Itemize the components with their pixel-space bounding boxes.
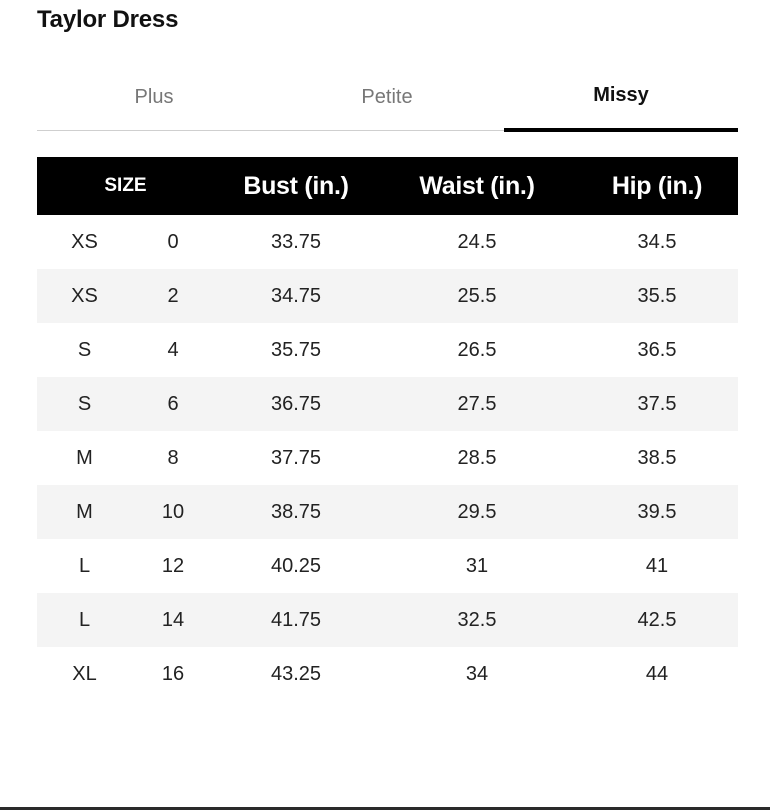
table-row bbox=[37, 593, 738, 647]
cell-letter: S bbox=[77, 338, 92, 361]
cell-num: 0 bbox=[167, 230, 179, 253]
cell-bust: 43.25 bbox=[270, 662, 322, 685]
header-hip: Hip (in.) bbox=[611, 171, 703, 200]
cell-hip: 35.5 bbox=[637, 284, 677, 307]
tab-missy-label: Missy bbox=[593, 84, 649, 106]
cell-bust: 34.75 bbox=[270, 284, 322, 307]
cell-num: 8 bbox=[167, 446, 179, 469]
cell-waist: 29.5 bbox=[457, 500, 497, 523]
cell-letter: L bbox=[78, 608, 91, 631]
cell-num: 4 bbox=[167, 338, 179, 361]
cell-waist: 24.5 bbox=[457, 230, 497, 253]
tab-missy[interactable] bbox=[504, 70, 738, 132]
cell-letter: M bbox=[76, 500, 93, 523]
cell-num: 16 bbox=[161, 662, 185, 685]
header-bust: Bust (in.) bbox=[243, 171, 349, 200]
cell-bust: 38.75 bbox=[270, 500, 322, 523]
cell-bust: 33.75 bbox=[270, 230, 322, 253]
size-table bbox=[37, 157, 738, 701]
cell-hip: 41 bbox=[645, 554, 669, 577]
cell-letter: XS bbox=[71, 284, 98, 307]
cell-waist: 26.5 bbox=[457, 338, 497, 361]
cell-waist: 28.5 bbox=[457, 446, 497, 469]
cell-hip: 38.5 bbox=[637, 446, 677, 469]
table-row bbox=[37, 323, 738, 377]
header-size: SIZE bbox=[104, 175, 147, 196]
cell-letter: M bbox=[76, 446, 93, 469]
cell-bust: 35.75 bbox=[270, 338, 322, 361]
page-title: Taylor Dress bbox=[37, 6, 179, 33]
cell-bust: 40.25 bbox=[270, 554, 322, 577]
cell-letter: L bbox=[78, 554, 91, 577]
table-row bbox=[37, 647, 738, 701]
active-tab-indicator bbox=[504, 128, 738, 132]
table-header-row bbox=[37, 157, 738, 215]
cell-bust: 37.75 bbox=[270, 446, 322, 469]
table-row bbox=[37, 215, 738, 269]
cell-num: 2 bbox=[167, 284, 179, 307]
cell-waist: 34 bbox=[465, 662, 489, 685]
cell-waist: 32.5 bbox=[457, 608, 497, 631]
tab-petite[interactable]: Petite bbox=[361, 86, 413, 108]
table-row bbox=[37, 431, 738, 485]
cell-waist: 25.5 bbox=[457, 284, 497, 307]
cell-letter: XS bbox=[71, 230, 98, 253]
table-row bbox=[37, 377, 738, 431]
cell-waist: 31 bbox=[465, 554, 489, 577]
cell-letter: XL bbox=[72, 662, 97, 685]
cell-hip: 42.5 bbox=[637, 608, 677, 631]
cell-letter: S bbox=[77, 392, 92, 415]
cell-num: 14 bbox=[161, 608, 185, 631]
table-row bbox=[37, 269, 738, 323]
cell-hip: 39.5 bbox=[637, 500, 677, 523]
cell-waist: 27.5 bbox=[457, 392, 497, 415]
tab-plus[interactable]: Plus bbox=[134, 86, 174, 108]
table-row bbox=[37, 485, 738, 539]
table-row bbox=[37, 539, 738, 593]
cell-hip: 36.5 bbox=[637, 338, 677, 361]
cell-num: 10 bbox=[161, 500, 185, 523]
size-category-tabs bbox=[37, 70, 738, 132]
cell-hip: 37.5 bbox=[637, 392, 677, 415]
cell-bust: 36.75 bbox=[270, 392, 322, 415]
cell-hip: 44 bbox=[645, 662, 669, 685]
cell-num: 6 bbox=[167, 392, 179, 415]
cell-hip: 34.5 bbox=[637, 230, 677, 253]
header-waist: Waist (in.) bbox=[419, 171, 535, 200]
cell-num: 12 bbox=[161, 554, 185, 577]
cell-bust: 41.75 bbox=[270, 608, 322, 631]
